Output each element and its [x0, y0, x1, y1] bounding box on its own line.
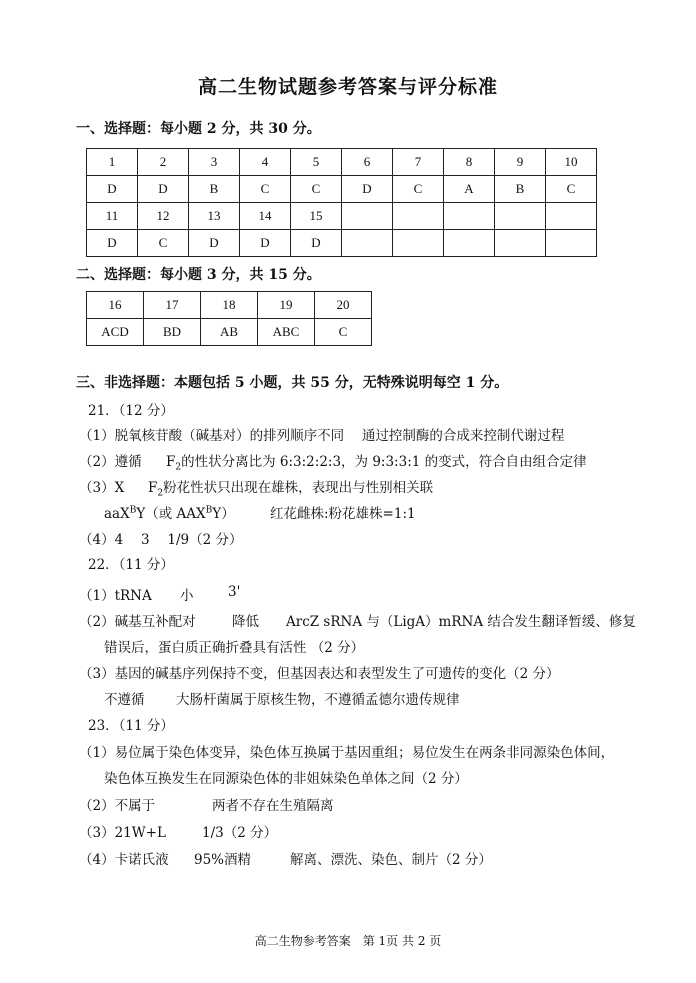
answer-table-1-cell: 5 — [291, 149, 342, 176]
answer-table-1-row — [87, 230, 597, 257]
q22-line4: （3）基因的碱基序列保持不变，但基因表达和表型发生了可遗传的变化（2 分） — [79, 666, 560, 682]
q23-line5a: （4）卡诺氏液 — [79, 852, 169, 868]
answer-table-1-cell: 11 — [87, 203, 138, 230]
answer-table-1-cell — [342, 203, 393, 230]
answer-table-1-cell: 13 — [189, 203, 240, 230]
answer-table-1-cell: C — [240, 176, 291, 203]
answer-table-1-cell: 2 — [138, 149, 189, 176]
answer-table-1-cell: D — [87, 176, 138, 203]
answer-table-1-cell — [495, 203, 546, 230]
answer-table-2-cell: AB — [201, 319, 258, 346]
answer-table-1-cell: B — [495, 176, 546, 203]
answer-table-2-row — [87, 319, 372, 346]
answer-table-1-cell — [546, 230, 597, 257]
q23-line5c: 解离、漂洗、染色、制片（2 分） — [290, 852, 492, 868]
answer-table-1-cell: 4 — [240, 149, 291, 176]
answer-table-1-cell: 12 — [138, 203, 189, 230]
answer-table-1-cell — [342, 230, 393, 257]
answer-table-2-cell: 16 — [87, 292, 144, 319]
answer-table-1-cell: C — [393, 176, 444, 203]
answer-table-2-cell: 19 — [258, 292, 315, 319]
answer-table-1-cell: C — [138, 230, 189, 257]
answer-table-1-cell: 8 — [444, 149, 495, 176]
q22-line3: 错误后，蛋白质正确折叠具有活性 （2 分） — [104, 640, 365, 656]
answer-table-1-cell — [495, 230, 546, 257]
q23-line4b: 1/3（2 分） — [202, 825, 278, 841]
answer-table-1-cell: D — [240, 230, 291, 257]
answer-table-1-cell: 3 — [189, 149, 240, 176]
answer-table-2-cell: C — [315, 319, 372, 346]
answer-table-1-cell: A — [444, 176, 495, 203]
answer-table-1-cell: 9 — [495, 149, 546, 176]
answer-table-2-cell: 18 — [201, 292, 258, 319]
q21-genotype: aaX$^B$Y（或 $AAX^BY$） — [104, 505, 235, 522]
q23-head: 23．（11 分） — [88, 718, 174, 734]
answer-table-1-row — [87, 176, 597, 203]
answer-table-2 — [86, 291, 372, 346]
answer-table-1 — [86, 148, 597, 257]
answer-table-1-row — [87, 149, 597, 176]
q21-line2a: （2）遵循 — [79, 454, 142, 470]
answer-table-1-cell: D — [87, 230, 138, 257]
q21-line1: （1）脱氧核苷酸（碱基对）的排列顺序不同 通过控制酶的合成来控制代谢过程 — [79, 428, 565, 444]
answer-table-1-cell: D — [138, 176, 189, 203]
answer-table-2-cell: 20 — [315, 292, 372, 319]
q23-line4a: （3）21W+L — [79, 825, 166, 841]
q22-line1c: 3' — [228, 584, 241, 600]
answer-table-1-cell: 1 — [87, 149, 138, 176]
answer-table-1-cell: 10 — [546, 149, 597, 176]
answer-table-1-cell: 15 — [291, 203, 342, 230]
page-title: 高二生物试题参考答案与评分标准 — [197, 76, 498, 98]
q22-line2a: （2）碱基互补配对 — [79, 614, 196, 630]
q22-head: 22．（11 分） — [88, 557, 174, 573]
answer-table-1-cell: D — [342, 176, 393, 203]
answer-table-1-cell: D — [291, 230, 342, 257]
q21-line3b: $F_2$粉花性状只出现在雄株，表现出与性别相关联 — [148, 480, 434, 499]
answer-table-1-cell: 14 — [240, 203, 291, 230]
q21-line3a: （3）X — [79, 480, 125, 496]
answer-table-1-cell — [444, 203, 495, 230]
q23-line3b: 两者不存在生殖隔离 — [212, 798, 334, 814]
answer-table-1-cell: B — [189, 176, 240, 203]
answer-table-2-cell: ACD — [87, 319, 144, 346]
answer-table-1-cell: D — [189, 230, 240, 257]
q22-line1b: 小 — [180, 588, 194, 604]
answer-table-1-row — [87, 203, 597, 230]
q23-line5b: 95%酒精 — [194, 852, 252, 868]
answer-table-1-cell — [444, 230, 495, 257]
section1-heading: 一、选择题：每小题 2 分，共 30 分。 — [76, 121, 321, 137]
q22-line5a: 不遵循 — [104, 692, 145, 708]
q23-line2: 染色体互换发生在同源染色体的非姐妹染色单体之间（2 分） — [104, 771, 468, 787]
answer-table-1-cell — [393, 230, 444, 257]
q21-line5: （4）4 3 1/9（2 分） — [79, 532, 243, 548]
q21-ratio: 红花雌株:粉花雄株=1:1 — [270, 506, 416, 522]
page-footer: 高二生物参考答案 第 1页 共 2 页 — [254, 934, 442, 948]
section3-heading: 三、非选择题：本题包括 5 小题，共 55 分，无特殊说明每空 1 分。 — [76, 375, 509, 391]
answer-table-1-cell — [546, 203, 597, 230]
answer-table-1-cell — [393, 203, 444, 230]
answer-table-2-row — [87, 292, 372, 319]
q21-line2b: $F_2$的性状分离比为 6:3:2:2:3，为 9:3:3:1 的变式，符合自由组合定律 — [166, 454, 587, 473]
q21-head: 21．（12 分） — [88, 403, 174, 419]
q22-line1a: （1）tRNA — [79, 588, 152, 604]
q23-line1: （1）易位属于染色体变异，染色体互换属于基因重组；易位发生在两条非同源染色体间， — [79, 745, 615, 761]
q22-line2c: ArcZ sRNA 与（LigA）mRNA 结合发生翻译暂缓、修复 — [286, 614, 636, 630]
answer-table-1-cell: 7 — [393, 149, 444, 176]
answer-table-2-cell: BD — [144, 319, 201, 346]
answer-table-2-cell: ABC — [258, 319, 315, 346]
q22-line5b: 大肠杆菌属于原核生物，不遵循孟德尔遗传规律 — [176, 692, 460, 708]
answer-table-2-cell: 17 — [144, 292, 201, 319]
answer-table-1-cell: C — [546, 176, 597, 203]
q22-line2b: 降低 — [232, 614, 259, 630]
q23-line3a: （2）不属于 — [79, 798, 156, 814]
answer-table-1-cell: C — [291, 176, 342, 203]
answer-table-1-cell: 6 — [342, 149, 393, 176]
section2-heading: 二、选择题：每小题 3 分，共 15 分。 — [76, 267, 321, 283]
